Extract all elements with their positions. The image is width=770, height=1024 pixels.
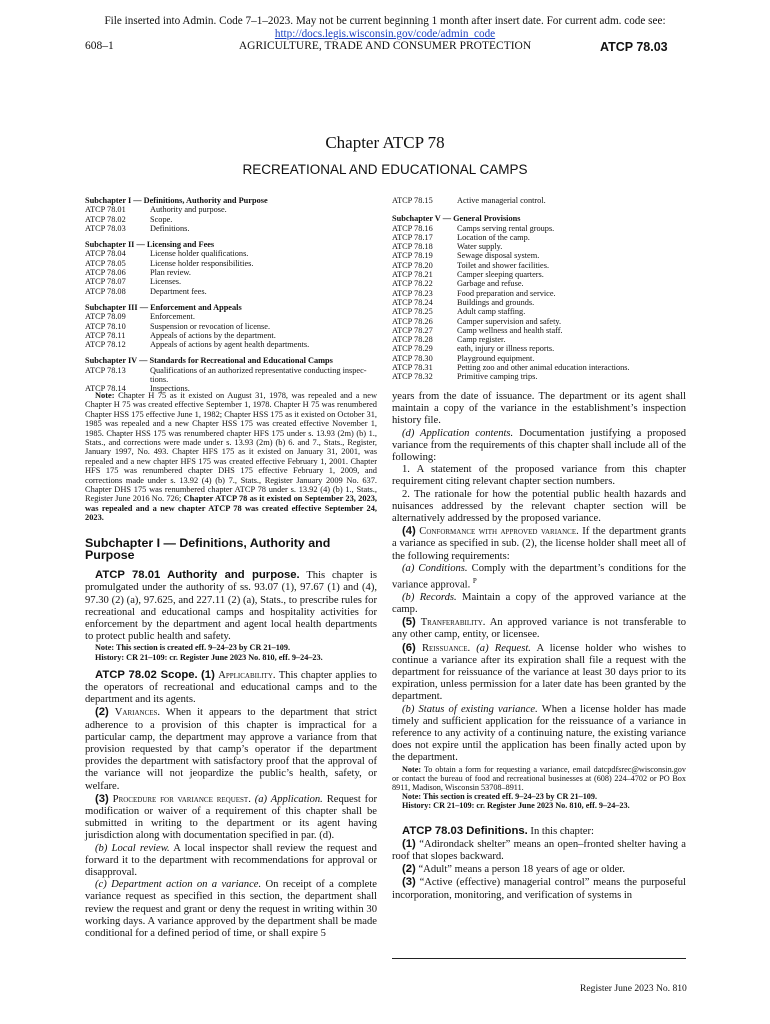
toc-num: ATCP 78.13 xyxy=(85,365,126,375)
toc-num: ATCP 78.07 xyxy=(85,277,126,287)
toc-title: License holder qualifications. xyxy=(150,249,249,259)
subchapter-heading: Subchapter I — Definitions, Authority and Purpose xyxy=(85,535,331,562)
section-text: A local inspector shall review the request and forward it to the department with recommendations for approval or disapproval. xyxy=(85,842,377,878)
toc-row[interactable] xyxy=(85,224,385,233)
toc-title: Suspension or revocation of license. xyxy=(150,321,271,331)
toc-row[interactable] xyxy=(85,340,385,349)
section-text: A license holder who wishes to continue a variance after its expiration shall file a request with the department for reissuance of the variance at least 30 days prior to its expiration, unless permission for a later date has been granted by the department. xyxy=(392,642,686,703)
toc-title: License holder responsibilities. xyxy=(150,258,254,268)
toc-num: ATCP 78.10 xyxy=(85,321,126,331)
toc-num: ATCP 78.25 xyxy=(392,307,433,317)
toc-title: tions. xyxy=(150,375,169,385)
section-heading-78-03: ATCP 78.03 Definitions. xyxy=(402,824,528,837)
toc-row[interactable] xyxy=(85,287,385,296)
section-history: History: CR 21–109: cr. Register June 2023 No. 810, eff. 9–24–23. xyxy=(402,801,630,811)
toc-title: Department fees. xyxy=(150,286,207,296)
toc-title: Camps serving rental groups. xyxy=(457,223,555,233)
chapter-note xyxy=(85,391,377,523)
toc-num: ATCP 78.19 xyxy=(392,251,433,261)
toc-title: eath, injury or illness reports. xyxy=(457,344,555,354)
toc-title: Appeals of actions by agent health departments. xyxy=(150,340,310,350)
toc-num: ATCP 78.21 xyxy=(392,270,433,280)
currency-notice xyxy=(0,15,770,41)
notice-text: File inserted into Admin. Code 7–1–2023. May not be current beginning 1 month after insert date. For current adm. code see: xyxy=(104,15,666,27)
section-text: 1. A statement of the proposed variance from this chapter requirement citing relevant chapter section numbers. xyxy=(392,464,686,488)
section-text: This chapter is promulgated under the authority of ss. 93.07 (1), 97.67 (1) and (4), 97.30 (2) (a), 97.625, and 227.11 (2) (a), Stats., to prescribe rules for recreational and educational camps and hospitality activities for enforcement by the department and agent local health departments to protect public health and safety. xyxy=(85,570,377,643)
section-text: When a license holder has made timely and sufficient application for the reissuance of a variance in reference to any activity of a continuing nature, the existing variance does not expire until the application has been finally acted upon by the department. xyxy=(392,703,686,764)
toc-num: ATCP 78.20 xyxy=(392,260,433,270)
section-text: Maintain a copy of the approved variance at the camp. xyxy=(392,591,686,615)
toc-num: ATCP 78.23 xyxy=(392,288,433,298)
toc-row[interactable] xyxy=(85,249,385,258)
toc-num: ATCP 78.15 xyxy=(392,196,433,205)
chapter-title: Chapter ATCP 78 xyxy=(325,133,445,152)
toc-row[interactable] xyxy=(392,298,692,307)
toc-group-heading: Subchapter IV — Standards for Recreational and Educational Camps xyxy=(85,356,333,366)
toc-num: ATCP 78.04 xyxy=(85,249,126,259)
section-history: History: CR 21–109: cr. Register June 2023 No. 810, eff. 9–24–23. xyxy=(95,652,323,662)
toc-title: Buildings and grounds. xyxy=(457,297,535,307)
toc-title: Active managerial control. xyxy=(457,196,546,205)
toc-num: ATCP 78.09 xyxy=(85,312,126,322)
toc-num: ATCP 78.14 xyxy=(85,384,126,394)
toc-num: ATCP 78.32 xyxy=(392,372,433,382)
section-text: Documentation justifying a proposed variance from the requirements of this chapter shall include all of the following: xyxy=(392,427,687,464)
subsection-label: Reissuance. xyxy=(421,642,471,654)
chapter-subtitle: RECREATIONAL AND EDUCATIONAL CAMPS xyxy=(242,162,528,177)
toc-num: ATCP 78.26 xyxy=(392,316,433,326)
paragraph-label: (d) Application contents. xyxy=(402,427,514,439)
toc-title: Enforcement. xyxy=(150,312,195,322)
subsection-number: (6) xyxy=(402,641,416,654)
toc-row[interactable] xyxy=(85,331,385,340)
paragraph-label: (b) Local review. xyxy=(95,842,170,854)
toc-row[interactable] xyxy=(392,307,692,316)
toc-num: ATCP 78.31 xyxy=(392,363,433,373)
toc-row[interactable] xyxy=(85,312,385,321)
paragraph-label: (c) Department action on a variance. xyxy=(95,879,262,891)
toc-left xyxy=(85,196,385,394)
subsection-label: Tranferability. xyxy=(420,617,486,629)
subsection-label: Applicability. xyxy=(218,669,276,681)
toc-num: ATCP 78.22 xyxy=(392,279,433,289)
toc-row[interactable] xyxy=(85,259,385,268)
section-text: On receipt of a complete variance request as specified in this section, the department shall review the request and grant or deny the request in writing within 30 working days. A variance approved by the department shall be made conditional for a defined period of time, or shall expire 5 xyxy=(85,879,377,939)
section-text: In this chapter: xyxy=(530,825,594,837)
toc-group-heading: Subchapter V — General Provisions xyxy=(392,214,521,224)
toc-title: Camper supervision and safety. xyxy=(457,316,562,326)
left-column xyxy=(85,391,377,940)
definition-text: “Adult” means a person 18 years of age or older. xyxy=(418,864,625,876)
margin-mark: P xyxy=(472,577,477,586)
note-text: Chapter H 75 as it existed on August 31, 1978, was repealed and a new Chapter H 75 was created effective September 1, 1978. Chapter H 75 was renumbered Chapter HSS 175 effective June 1, 1982; Chapter HSS 175 as it existed on October 31, 1985 was repealed and a new Chapter HSS 175 was created effective November 1, 1985. Chapter HSS 175 was renumbered chapter HFS 175 under s. 13.93 (2m) (b) 1., Stats., and corrections were made under s. 13.93 (2m) (b) 6. and 7., Stats., Register, January 1997, No. 493. Chapter HFS 175 as it existed on January 31, 2001, was repealed and a new chapter HFS 175 was created effective February 1, 2001. Chapter HFS 175 was renumbered chapter DHS 175 effective February 1, 2009, and corrections made under s. 13.92 (4) (b) 7., Stats., Register January 2009 No. 637. Chapter DHS 175 was renumbered chapter ATCP 78 under s. 13.92 (4) (b) 1., Stats., Register June 2016 No. 726; xyxy=(85,391,377,504)
subsection-number: (4) xyxy=(402,525,416,538)
section-text: Request for modification or waiver of a requirement of this chapter shall be submitted in writing to the department or its agent having jurisdiction along with documentation specified in par. (d). xyxy=(85,793,378,842)
toc-row[interactable] xyxy=(392,279,692,288)
definition-number: (3) xyxy=(402,876,416,889)
toc-num: ATCP 78.30 xyxy=(392,353,433,363)
definition-number: (1) xyxy=(402,837,416,850)
register-footer: Register June 2023 No. 810 xyxy=(580,983,687,994)
note-text: To obtain a form for requesting a variance, email datcpdfsrec@wisconsin.gov or contact the bureau of food and recreational businesses at (608) 224–4702 or PO Box 8911, Madison, Wisconsin 53708–8911. xyxy=(392,764,686,793)
section-text: If the department grants a variance as specified in sub. (2), the license holder shall meet all of the following requirements: xyxy=(392,526,687,562)
toc-group-heading: Subchapter III — Enforcement and Appeals xyxy=(85,302,242,312)
subsection-label: Procedure for variance request. xyxy=(112,793,251,805)
toc-num: ATCP 78.11 xyxy=(85,330,126,340)
paragraph-label: (b) Status of existing variance. xyxy=(402,703,538,715)
toc-title: Plan review. xyxy=(150,268,191,278)
toc-title: Sewage disposal system. xyxy=(457,251,540,261)
note-label: Note: xyxy=(95,391,115,400)
section-text: Comply with the department’s conditions for the variance approval. xyxy=(392,562,686,591)
toc-num: ATCP 78.02 xyxy=(85,214,126,224)
toc-num: ATCP 78.18 xyxy=(392,242,433,252)
toc-row[interactable] xyxy=(392,251,692,260)
subsection-label: Variances. xyxy=(114,707,161,719)
toc-row[interactable] xyxy=(392,344,692,353)
subsection-number: (2) xyxy=(95,706,109,719)
section-text: When it appears to the department that strict adherence to a provision of this chapter is impractical for a particular camp, the department may approve a variance from that provision requested by that camp’s operator if the department provides the department with satisfactory proof that the approval of the variance will not jeopardize the public’s health, safety, or welfare. xyxy=(85,707,377,792)
toc-title: Food preparation and service. xyxy=(457,288,556,298)
toc-title: Licenses. xyxy=(150,277,182,287)
definition-text: “Adirondack shelter” means an open–fronted shelter having a roof that slopes backward. xyxy=(392,838,686,863)
note-bold-text: Chapter ATCP 78 as it existed on September 23, 2023, was repealed and a new chapter ATCP 78 was created effective September 24, 2023. xyxy=(85,494,377,523)
toc-title: Inspections. xyxy=(150,384,190,394)
toc-title: Camp wellness and health staff. xyxy=(457,325,563,335)
section-text: years from the date of issuance. The department or its agent shall maintain a copy of the variance in the establishment’s inspection history file. xyxy=(392,391,686,427)
toc-row[interactable] xyxy=(392,372,692,381)
toc-num: ATCP 78.05 xyxy=(85,258,126,268)
toc-group-heading: Subchapter II — Licensing and Fees xyxy=(85,240,215,250)
running-title: AGRICULTURE, TRADE AND CONSUMER PROTECTION xyxy=(238,40,532,52)
toc-num: ATCP 78.27 xyxy=(392,325,433,335)
toc-title: Adult camp staffing. xyxy=(457,307,526,317)
note-label: Note: xyxy=(402,764,422,774)
toc-title: Playground equipment. xyxy=(457,353,535,363)
toc-row[interactable] xyxy=(392,363,692,372)
toc-row[interactable] xyxy=(85,205,385,214)
toc-num: ATCP 78.29 xyxy=(392,344,433,354)
toc-row[interactable] xyxy=(392,317,692,326)
toc-row[interactable] xyxy=(392,261,692,270)
toc-row[interactable] xyxy=(392,242,692,251)
subsection-number: (5) xyxy=(402,616,416,629)
section-text: This chapter applies to the operators of recreational and educational camps and to the department and its agents. xyxy=(85,669,377,706)
toc-num: ATCP 78.03 xyxy=(85,223,126,233)
subsection-label: Conformance with approved variance. xyxy=(419,526,579,538)
toc-num: ATCP 78.16 xyxy=(392,223,433,233)
toc-row[interactable] xyxy=(392,289,692,298)
toc-num: ATCP 78.24 xyxy=(392,297,433,307)
toc-title: Location of the camp. xyxy=(457,232,530,242)
toc-title: Garbage and refuse. xyxy=(457,279,524,289)
toc-title: Qualifications of an authorized representative conducting inspec- xyxy=(150,365,367,375)
section-heading-78-02: ATCP 78.02 Scope. xyxy=(95,668,198,681)
toc-num: ATCP 78.17 xyxy=(392,232,433,242)
toc-row[interactable] xyxy=(85,366,385,375)
toc-right xyxy=(392,196,692,382)
toc-num: ATCP 78.28 xyxy=(392,335,433,345)
toc-title: Camper sleeping quarters. xyxy=(457,270,544,280)
toc-title: Appeals of actions by the department. xyxy=(150,330,276,340)
toc-title: Primitive camping trips. xyxy=(457,372,538,382)
section-text: An approved variance is not transferable to any other camp, entity, or licensee. xyxy=(392,617,686,641)
toc-num: ATCP 78.06 xyxy=(85,268,126,278)
toc-row[interactable] xyxy=(85,322,385,331)
toc-num xyxy=(85,375,150,384)
toc-row[interactable] xyxy=(85,375,385,384)
section-note: Note: This section is created eff. 9–24–23 by CR 21–109. xyxy=(95,643,291,653)
admin-code-link[interactable]: http://docs.legis.wisconsin.gov/code/admin_code xyxy=(274,28,496,40)
toc-title: Petting zoo and other animal education interactions. xyxy=(457,363,630,373)
definition-text: “Active (effective) managerial control” means the purposeful incorporation, monitoring, and verification of systems in xyxy=(392,877,686,901)
toc-row[interactable] xyxy=(392,224,692,233)
section-heading-78-01: ATCP 78.01 Authority and purpose. xyxy=(95,569,300,582)
subsection-number: (1) xyxy=(201,668,215,681)
toc-title: Authority and purpose. xyxy=(150,205,227,215)
toc-row[interactable] xyxy=(392,270,692,279)
section-note: Note: This section is created eff. 9–24–23 by CR 21–109. xyxy=(402,792,598,802)
toc-row[interactable] xyxy=(85,268,385,277)
toc-title: Definitions. xyxy=(150,223,190,233)
paragraph-label: (a) Request. xyxy=(476,642,531,654)
paragraph-label: (a) Application. xyxy=(254,793,323,805)
toc-title: Toilet and shower facilities. xyxy=(457,260,550,270)
toc-num: ATCP 78.01 xyxy=(85,205,126,215)
toc-row[interactable] xyxy=(392,196,692,205)
right-column xyxy=(392,391,686,902)
subsection-number: (3) xyxy=(95,792,109,805)
paragraph-label: (a) Conditions. xyxy=(402,562,468,574)
toc-num: ATCP 78.08 xyxy=(85,286,126,296)
toc-row[interactable] xyxy=(392,233,692,242)
toc-row[interactable] xyxy=(392,326,692,335)
toc-group-heading: Subchapter I — Definitions, Authority and Purpose xyxy=(85,196,268,205)
toc-row[interactable] xyxy=(392,354,692,363)
toc-row[interactable] xyxy=(85,215,385,224)
toc-num: ATCP 78.12 xyxy=(85,340,126,350)
bottom-rule xyxy=(392,958,686,959)
running-code: ATCP 78.03 xyxy=(600,40,668,54)
toc-row[interactable] xyxy=(392,335,692,344)
paragraph-label: (b) Records. xyxy=(402,591,457,603)
toc-row[interactable] xyxy=(85,277,385,286)
section-text: 2. The rationale for how the potential public health hazards and nuisances addressed by the relevant chapter section will be alternatively addressed by the proposed variance. xyxy=(392,488,686,525)
page-number: 608–1 xyxy=(85,40,114,52)
definition-number: (2) xyxy=(402,863,416,876)
toc-title: Water supply. xyxy=(457,242,503,252)
toc-title: Camp register. xyxy=(457,335,506,345)
toc-title: Scope. xyxy=(150,214,173,224)
